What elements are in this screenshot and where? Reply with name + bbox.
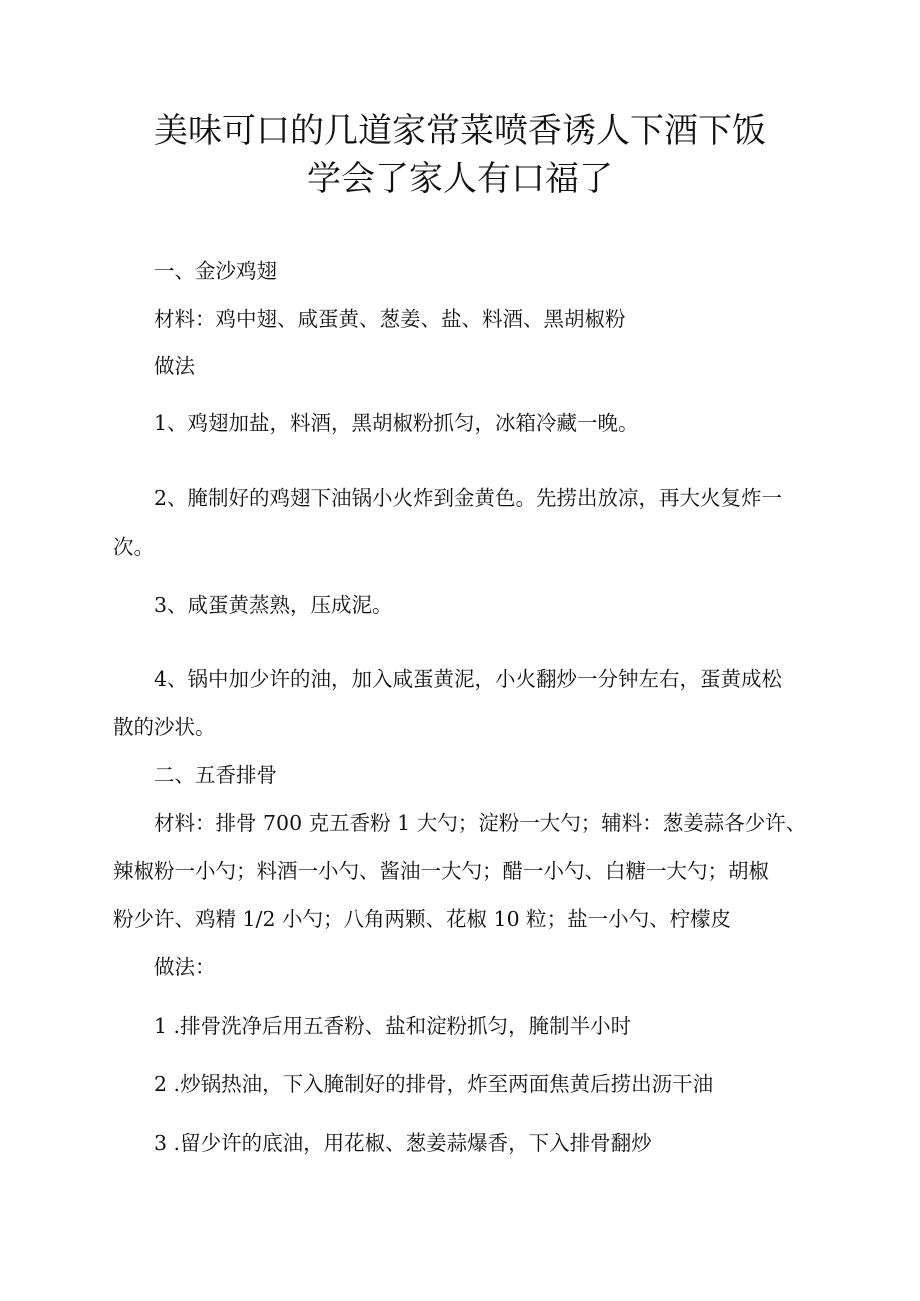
section-2-materials-line-2: 辣椒粉一小勺；料酒一小勺、酱油一大勺；醋一小勺、白糖一大勺；胡椒 — [113, 859, 769, 883]
section-1-step-3: 3、咸蛋黄蒸熟，压成泥。 — [154, 593, 393, 617]
section-2-method-label: 做法： — [154, 955, 216, 979]
section-2-step-3: 3 .留少许的底油，用花椒、葱姜蒜爆香，下入排骨翻炒 — [154, 1131, 652, 1155]
section-2-heading: 二、五香排骨 — [154, 763, 277, 787]
section-2-step-2: 2 .炒锅热油，下入腌制好的排骨，炸至两面焦黄后捞出沥干油 — [154, 1072, 714, 1096]
section-2-materials-line-3: 粉少许、鸡精 1/2 小勺；八角两颗、花椒 10 粒；盐一小勺、柠檬皮 — [113, 907, 732, 931]
page-title-line-1: 美味可口的几道家常菜喷香诱人下酒下饭 — [154, 111, 766, 151]
section-1-heading: 一、金沙鸡翅 — [154, 259, 277, 283]
section-1-materials: 材料：鸡中翅、咸蛋黄、葱姜、盐、料酒、黑胡椒粉 — [154, 307, 626, 331]
page-title-line-2: 学会了家人有口福了 — [307, 159, 613, 199]
section-1-step-4-line-1: 4、锅中加少许的油，加入咸蛋黄泥，小火翻炒一分钟左右，蛋黄成松 — [154, 667, 783, 691]
section-1-method-label: 做法 — [154, 354, 195, 378]
section-2-step-1: 1 .排骨洗净后用五香粉、盐和淀粉抓匀，腌制半小时 — [154, 1014, 632, 1038]
section-1-step-1: 1、鸡翅加盐，料酒，黑胡椒粉抓匀，冰箱冷藏一晚。 — [154, 411, 639, 435]
section-2-materials-line-1: 材料：排骨 700 克五香粉 1 大勺；淀粉一大勺；辅料：葱姜蒜各少许、 — [154, 811, 807, 835]
section-1-step-4-line-2: 散的沙状。 — [113, 715, 216, 739]
section-1-step-2-line-1: 2、腌制好的鸡翅下油锅小火炸到金黄色。先捞出放凉，再大火复炸一 — [154, 486, 783, 510]
section-1-step-2-line-2: 次。 — [113, 535, 154, 559]
